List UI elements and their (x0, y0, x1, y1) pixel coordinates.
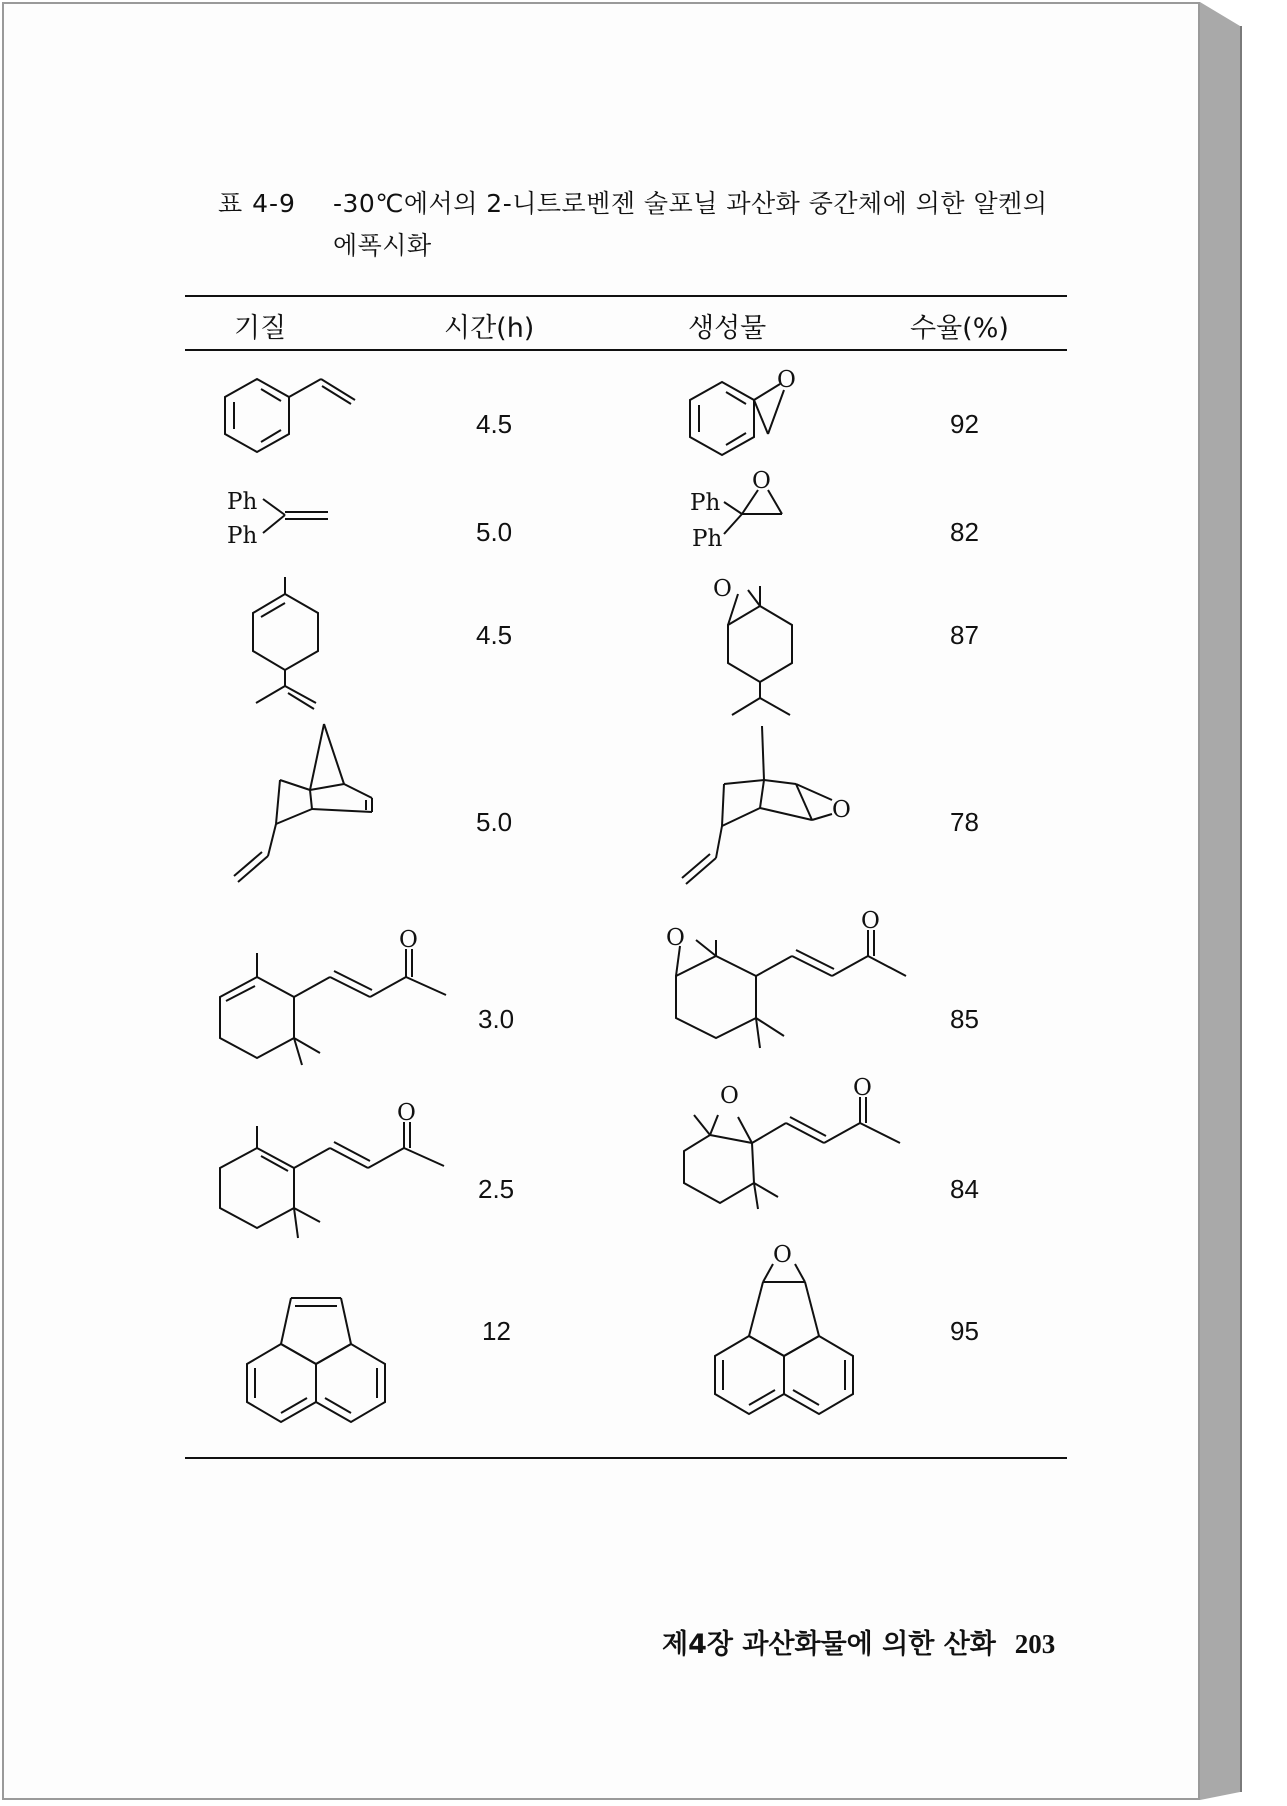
oxygen-label: O (853, 1075, 872, 1101)
oxygen-label: O (773, 1242, 792, 1268)
yield-row-4: 78 (950, 807, 979, 837)
phenyl-label: Ph (692, 526, 723, 552)
page-footer (662, 1622, 1055, 1661)
oxygen-label: O (397, 1100, 416, 1126)
structure-acenaphthylene-oxide (705, 1238, 865, 1418)
structure-alpha-ionone (212, 925, 452, 1075)
table-bottom-rule (185, 1457, 1067, 1459)
yield-row-7: 95 (950, 1316, 979, 1346)
oxygen-label: O (861, 908, 880, 934)
structure-1-1-diphenylethylene (225, 485, 345, 555)
oxygen-label: O (752, 468, 771, 494)
structure-beta-ionone (212, 1102, 452, 1242)
time-row-2: 5.0 (476, 517, 513, 547)
table-top-rule (185, 295, 1067, 297)
time-row-3: 4.5 (476, 620, 513, 650)
chapter-title: 제4장 과산화물에 의한 산화 (662, 1629, 996, 1660)
table-header-rule (185, 349, 1067, 351)
phenyl-label: Ph (690, 490, 721, 516)
structure-styrene-oxide (680, 362, 830, 472)
header-product: 생성물 (688, 313, 767, 344)
page-number: 203 (1014, 1629, 1056, 1659)
oxygen-label: O (777, 367, 796, 393)
structure-vinyl-norbornene-oxide (682, 722, 862, 897)
phenyl-label: Ph (227, 489, 258, 515)
header-yield: 수율(%) (910, 313, 1009, 344)
yield-row-3: 87 (950, 620, 979, 650)
time-row-7: 12 (482, 1316, 511, 1346)
structure-limonene (240, 572, 350, 712)
time-row-6: 2.5 (478, 1174, 515, 1204)
oxygen-label: O (720, 1083, 739, 1109)
header-substrate: 기질 (234, 313, 287, 344)
structure-beta-ionone-epoxide (670, 1073, 910, 1223)
yield-row-6: 84 (950, 1174, 979, 1204)
yield-row-5: 85 (950, 1004, 979, 1034)
table-caption-line-1: -30℃에서의 2-니트로벤젠 술포닐 과산화 중간체에 의한 알켄의 (333, 189, 1048, 218)
oxygen-label: O (713, 576, 732, 602)
yield-row-2: 82 (950, 517, 979, 547)
structure-styrene (215, 370, 365, 470)
header-time: 시간(h) (444, 313, 535, 344)
table-number: 표 4-9 (218, 189, 296, 218)
book-spine-shadow (1200, 2, 1286, 1802)
oxygen-label: O (666, 925, 685, 951)
time-row-1: 4.5 (476, 409, 513, 439)
yield-row-1: 92 (950, 409, 979, 439)
time-row-5: 3.0 (478, 1004, 515, 1034)
time-row-4: 5.0 (476, 807, 513, 837)
structure-limonene-oxide (712, 568, 822, 708)
structure-vinyl-norbornene (232, 720, 402, 895)
structure-1-1-diphenyloxirane (688, 466, 808, 556)
oxygen-label: O (832, 797, 851, 823)
table-caption-line-2: 에폭시화 (333, 231, 432, 260)
oxygen-label: O (399, 927, 418, 953)
book-page (2, 2, 1200, 1800)
structure-acenaphthylene (235, 1288, 395, 1436)
structure-alpha-ionone-epoxide (660, 908, 910, 1072)
phenyl-label: Ph (227, 523, 258, 549)
